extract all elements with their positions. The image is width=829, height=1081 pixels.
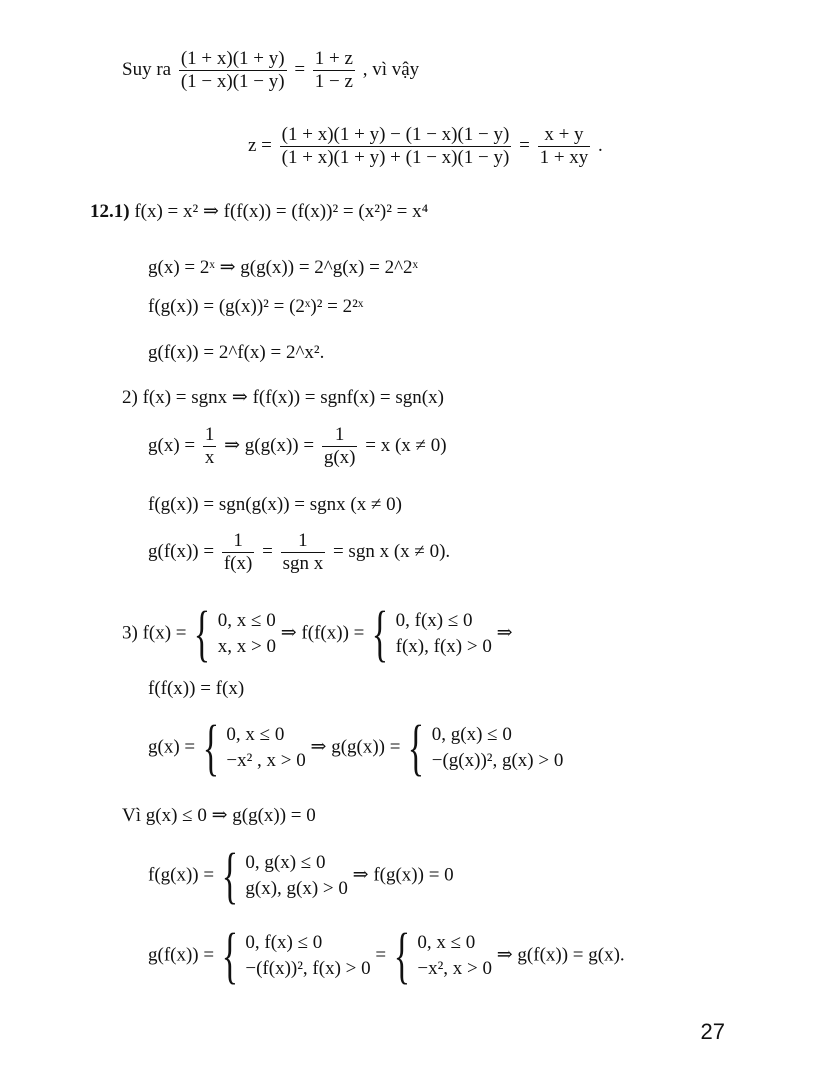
part-3-line: 3) f(x) = { 0, x ≤ 0 x, x > 0 ⇒ f(f(x)) = { 0, f(x) ≤ 0 f(x), f(x) > 0 ⇒ <box>122 600 513 668</box>
fg-line-3: f(g(x)) = { 0, g(x) ≤ 0 g(x), g(x) > 0 ⇒ f(g(x)) = 0 <box>148 842 454 910</box>
piecewise-cases: 0, g(x) ≤ 0 g(x), g(x) > 0 <box>245 852 348 899</box>
g-line-1: g(x) = 2ˣ ⇒ g(g(x)) = 2^g(x) = 2^2ˣ <box>148 257 418 278</box>
problem-label: 12.1) <box>90 201 130 222</box>
page-number: 27 <box>700 1019 725 1044</box>
left-brace: { <box>221 922 238 990</box>
fraction: $\frac{(1 + x)(1 + y)}{(1 - x)(1 - y)}$ <box>180 48 285 92</box>
piecewise-cases: 0, x ≤ 0 −x² , x > 0 <box>226 724 306 771</box>
problem-12-1-line: 12.1) f(x) = x² ⇒ f(f(x)) = (f(x))² = (x²)² = x⁴ <box>90 201 429 222</box>
piecewise-cases: 0, g(x) ≤ 0 −(g(x))², g(x) > 0 <box>431 724 564 771</box>
fg-line-2: f(g(x)) = sgn(g(x)) = sgnx (x ≠ 0) <box>148 494 402 515</box>
fraction: $\frac{1}{\text{sgn x}}$ <box>282 530 324 574</box>
fraction: $\frac{1}{g(x)}$ <box>323 424 356 468</box>
left-brace: { <box>393 922 410 990</box>
gf-line-3: g(f(x)) = { 0, f(x) ≤ 0 −(f(x))², f(x) > 0 = { 0, x ≤ 0 −x², x > 0 ⇒ g(f(x)) = g(x). <box>148 922 625 990</box>
z-formula-line: z = $\frac{(1 + x)(1 + y) - (1 - x)(1 - y)}{(1 + x)(1 + y) + (1 - x)(1 - y)}$ = $\frac{x + y}{1 + xy}$ . <box>248 124 603 168</box>
fraction: $\frac{1 + z}{1 - z}$ <box>314 48 353 92</box>
left-brace: { <box>193 600 211 668</box>
part-2-line: 2) f(x) = sgnx ⇒ f(f(x)) = sgnf(x) = sgn(x) <box>122 387 444 408</box>
left-brace: { <box>202 714 219 782</box>
g-line-3: g(x) = { 0, x ≤ 0 −x² , x > 0 ⇒ g(g(x)) = { 0, g(x) ≤ 0 −(g(x))², g(x) > 0 <box>148 714 564 782</box>
fraction: $\frac{1}{f(x)}$ <box>223 530 253 574</box>
piecewise-cases: 0, x ≤ 0 x, x > 0 <box>217 610 277 657</box>
left-brace: { <box>407 714 425 782</box>
fg-line-1: f(g(x)) = (g(x))² = (2ˣ)² = 2²ˣ <box>148 296 364 317</box>
piecewise-cases: 0, f(x) ≤ 0 f(x), f(x) > 0 <box>395 610 492 657</box>
left-brace: { <box>221 842 238 910</box>
gf-line-2: g(f(x)) = $\frac{1}{f(x)}$ = $\frac{1}{\text{sgn x}}$ = sgn x (x ≠ 0). <box>148 530 451 574</box>
fraction: $\frac{x + y}{1 + xy}$ <box>539 124 589 168</box>
piecewise-cases: 0, f(x) ≤ 0 −(f(x))², f(x) > 0 <box>245 932 371 979</box>
fraction: $\frac{(1 + x)(1 + y) - (1 - x)(1 - y)}{(1 + x)(1 + y) + (1 - x)(1 - y)}$ <box>281 124 510 168</box>
g-line-2: g(x) = $\frac{1}{x}$ ⇒ g(g(x)) = $\frac{1}{g(x)}$ = x (x ≠ 0) <box>148 424 447 468</box>
left-brace: { <box>371 600 389 668</box>
suy-ra-label: Suy ra <box>122 58 172 80</box>
piecewise-cases: 0, x ≤ 0 −x², x > 0 <box>417 932 492 979</box>
ff-line-3: f(f(x)) = f(x) <box>148 678 245 699</box>
vi-line: Vì g(x) ≤ 0 ⇒ g(g(x)) = 0 <box>122 805 316 826</box>
fraction: $\frac{1}{x}$ <box>204 424 215 468</box>
gf-line-1: g(f(x)) = 2^f(x) = 2^x². <box>148 342 325 363</box>
suy-ra-line: Suy ra $\frac{(1 + x)(1 + y)}{(1 - x)(1 - y)}$ = $\frac{1 + z}{1 - z}$ , vì vậy <box>122 48 420 92</box>
